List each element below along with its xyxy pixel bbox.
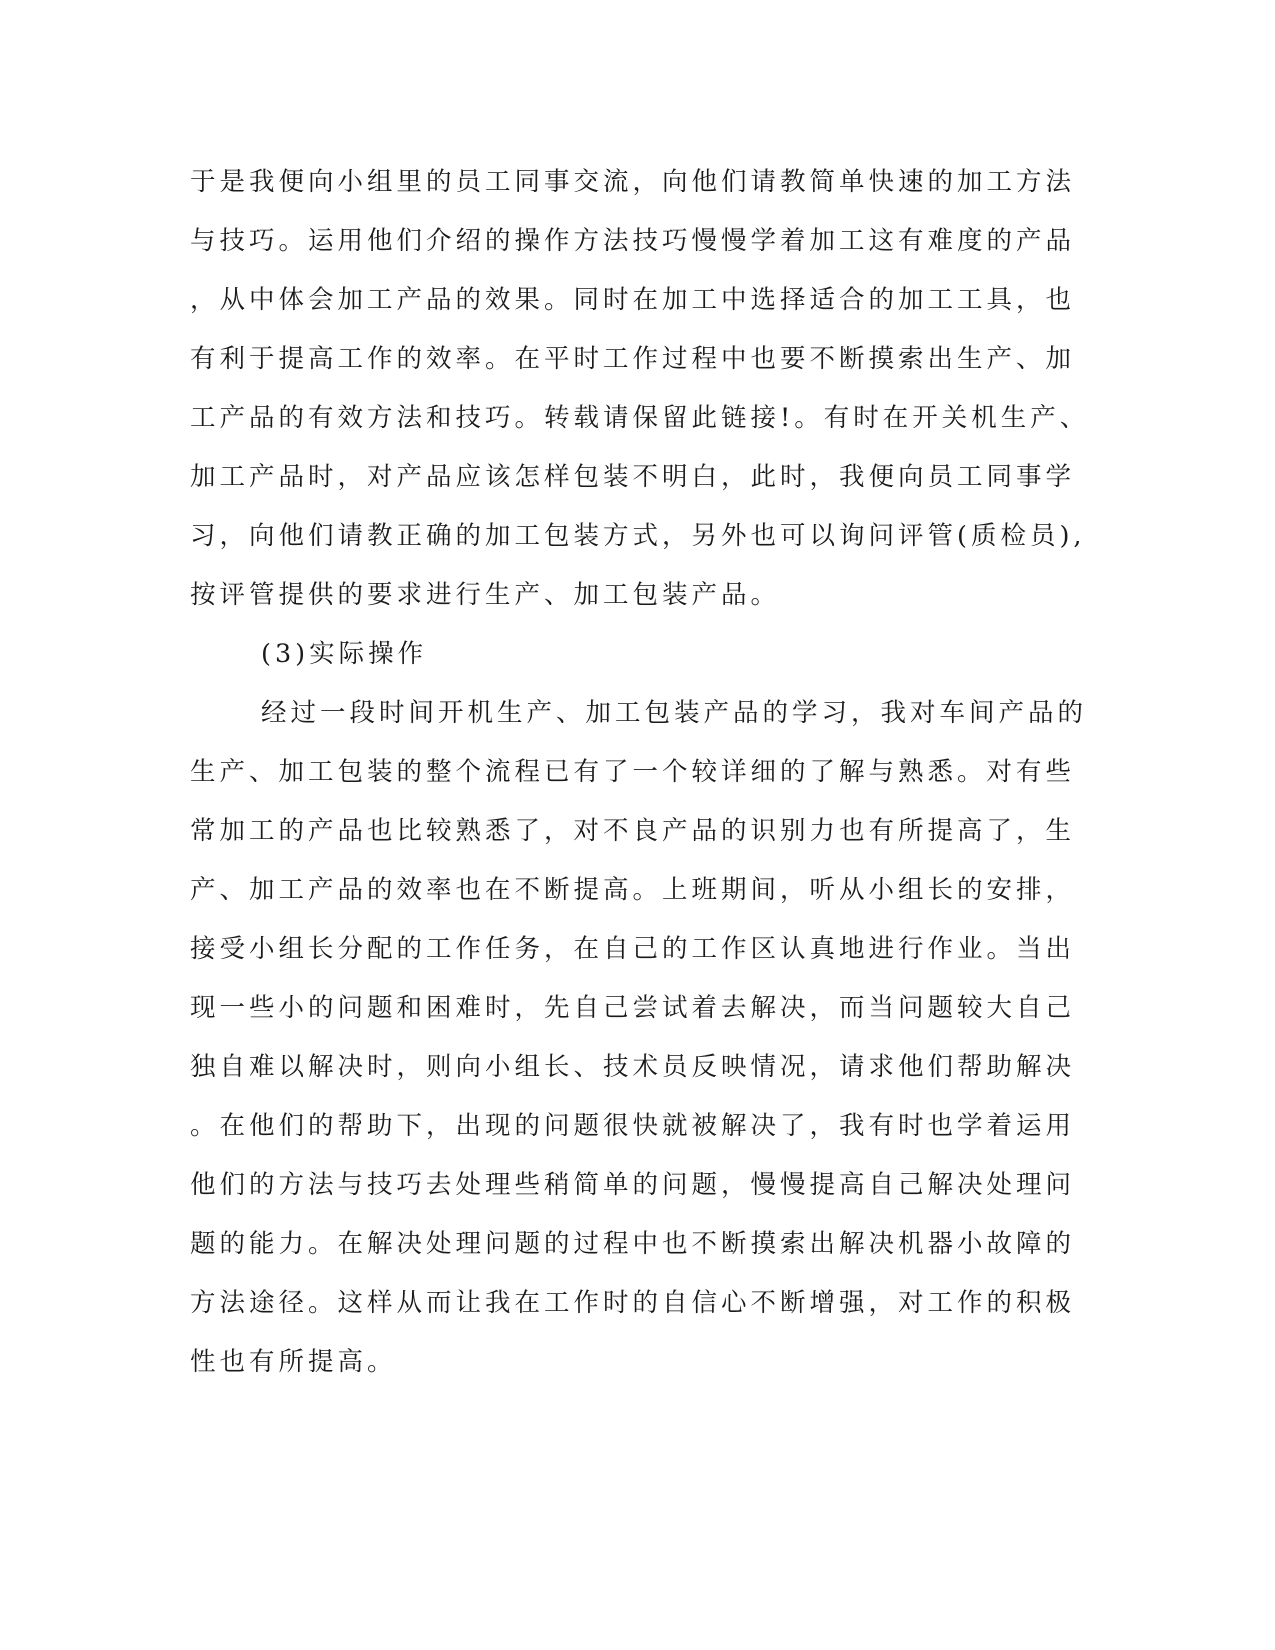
paragraph-2-line-10: 题的能力。在解决处理问题的过程中也不断摸索出解决机器小故障的 — [190, 1229, 1076, 1259]
paragraph-1-line-3: ，从中体会加工产品的效果。同时在加工中选择适合的加工工具，也 — [190, 285, 1076, 315]
paragraph-2-line-1: 经过一段时间开机生产、加工包装产品的学习，我对车间产品的 — [261, 698, 1088, 728]
paragraph-2-line-6: 现一些小的问题和困难时，先自己尝试着去解决，而当问题较大自己 — [190, 993, 1076, 1023]
paragraph-1-line-2: 与技巧。运用他们介绍的操作方法技巧慢慢学着加工这有难度的产品 — [190, 226, 1076, 256]
paragraph-2-line-11: 方法途径。这样从而让我在工作时的自信心不断增强，对工作的积极 — [190, 1288, 1076, 1318]
paragraph-2-line-7: 独自难以解决时，则向小组长、技术员反映情况，请求他们帮助解决 — [190, 1052, 1076, 1082]
paragraph-1-line-8: 按评管提供的要求进行生产、加工包装产品。 — [190, 580, 781, 610]
paragraph-2-line-9: 他们的方法与技巧去处理些稍简单的问题，慢慢提高自己解决处理问 — [190, 1170, 1076, 1200]
paragraph-2-line-3: 常加工的产品也比较熟悉了，对不良产品的识别力也有所提高了，生 — [190, 816, 1076, 846]
paragraph-2-line-5: 接受小组长分配的工作任务，在自己的工作区认真地进行作业。当出 — [190, 934, 1076, 964]
paragraph-2-line-4: 产、加工产品的效率也在不断提高。上班期间，听从小组长的安排， — [190, 875, 1076, 905]
paragraph-1-line-7: 习，向他们请教正确的加工包装方式，另外也可以询问评管(质检员), — [190, 521, 1086, 551]
paragraph-2-line-2: 生产、加工包装的整个流程已有了一个较详细的了解与熟悉。对有些 — [190, 757, 1076, 787]
paragraph-1-line-1: 于是我便向小组里的员工同事交流，向他们请教简单快速的加工方法 — [190, 167, 1076, 197]
paragraph-2-line-8: 。在他们的帮助下，出现的问题很快就被解决了，我有时也学着运用 — [190, 1111, 1076, 1141]
paragraph-1-line-5: 工产品的有效方法和技巧。转载请保留此链接!。有时在开关机生产、 — [190, 403, 1090, 433]
section-heading: (3)实际操作 — [261, 639, 428, 669]
paragraph-2-line-12: 性也有所提高。 — [190, 1347, 397, 1377]
paragraph-1-line-4: 有利于提高工作的效率。在平时工作过程中也要不断摸索出生产、加 — [190, 344, 1076, 374]
paragraph-1-line-6: 加工产品时，对产品应该怎样包装不明白，此时，我便向员工同事学 — [190, 462, 1076, 492]
